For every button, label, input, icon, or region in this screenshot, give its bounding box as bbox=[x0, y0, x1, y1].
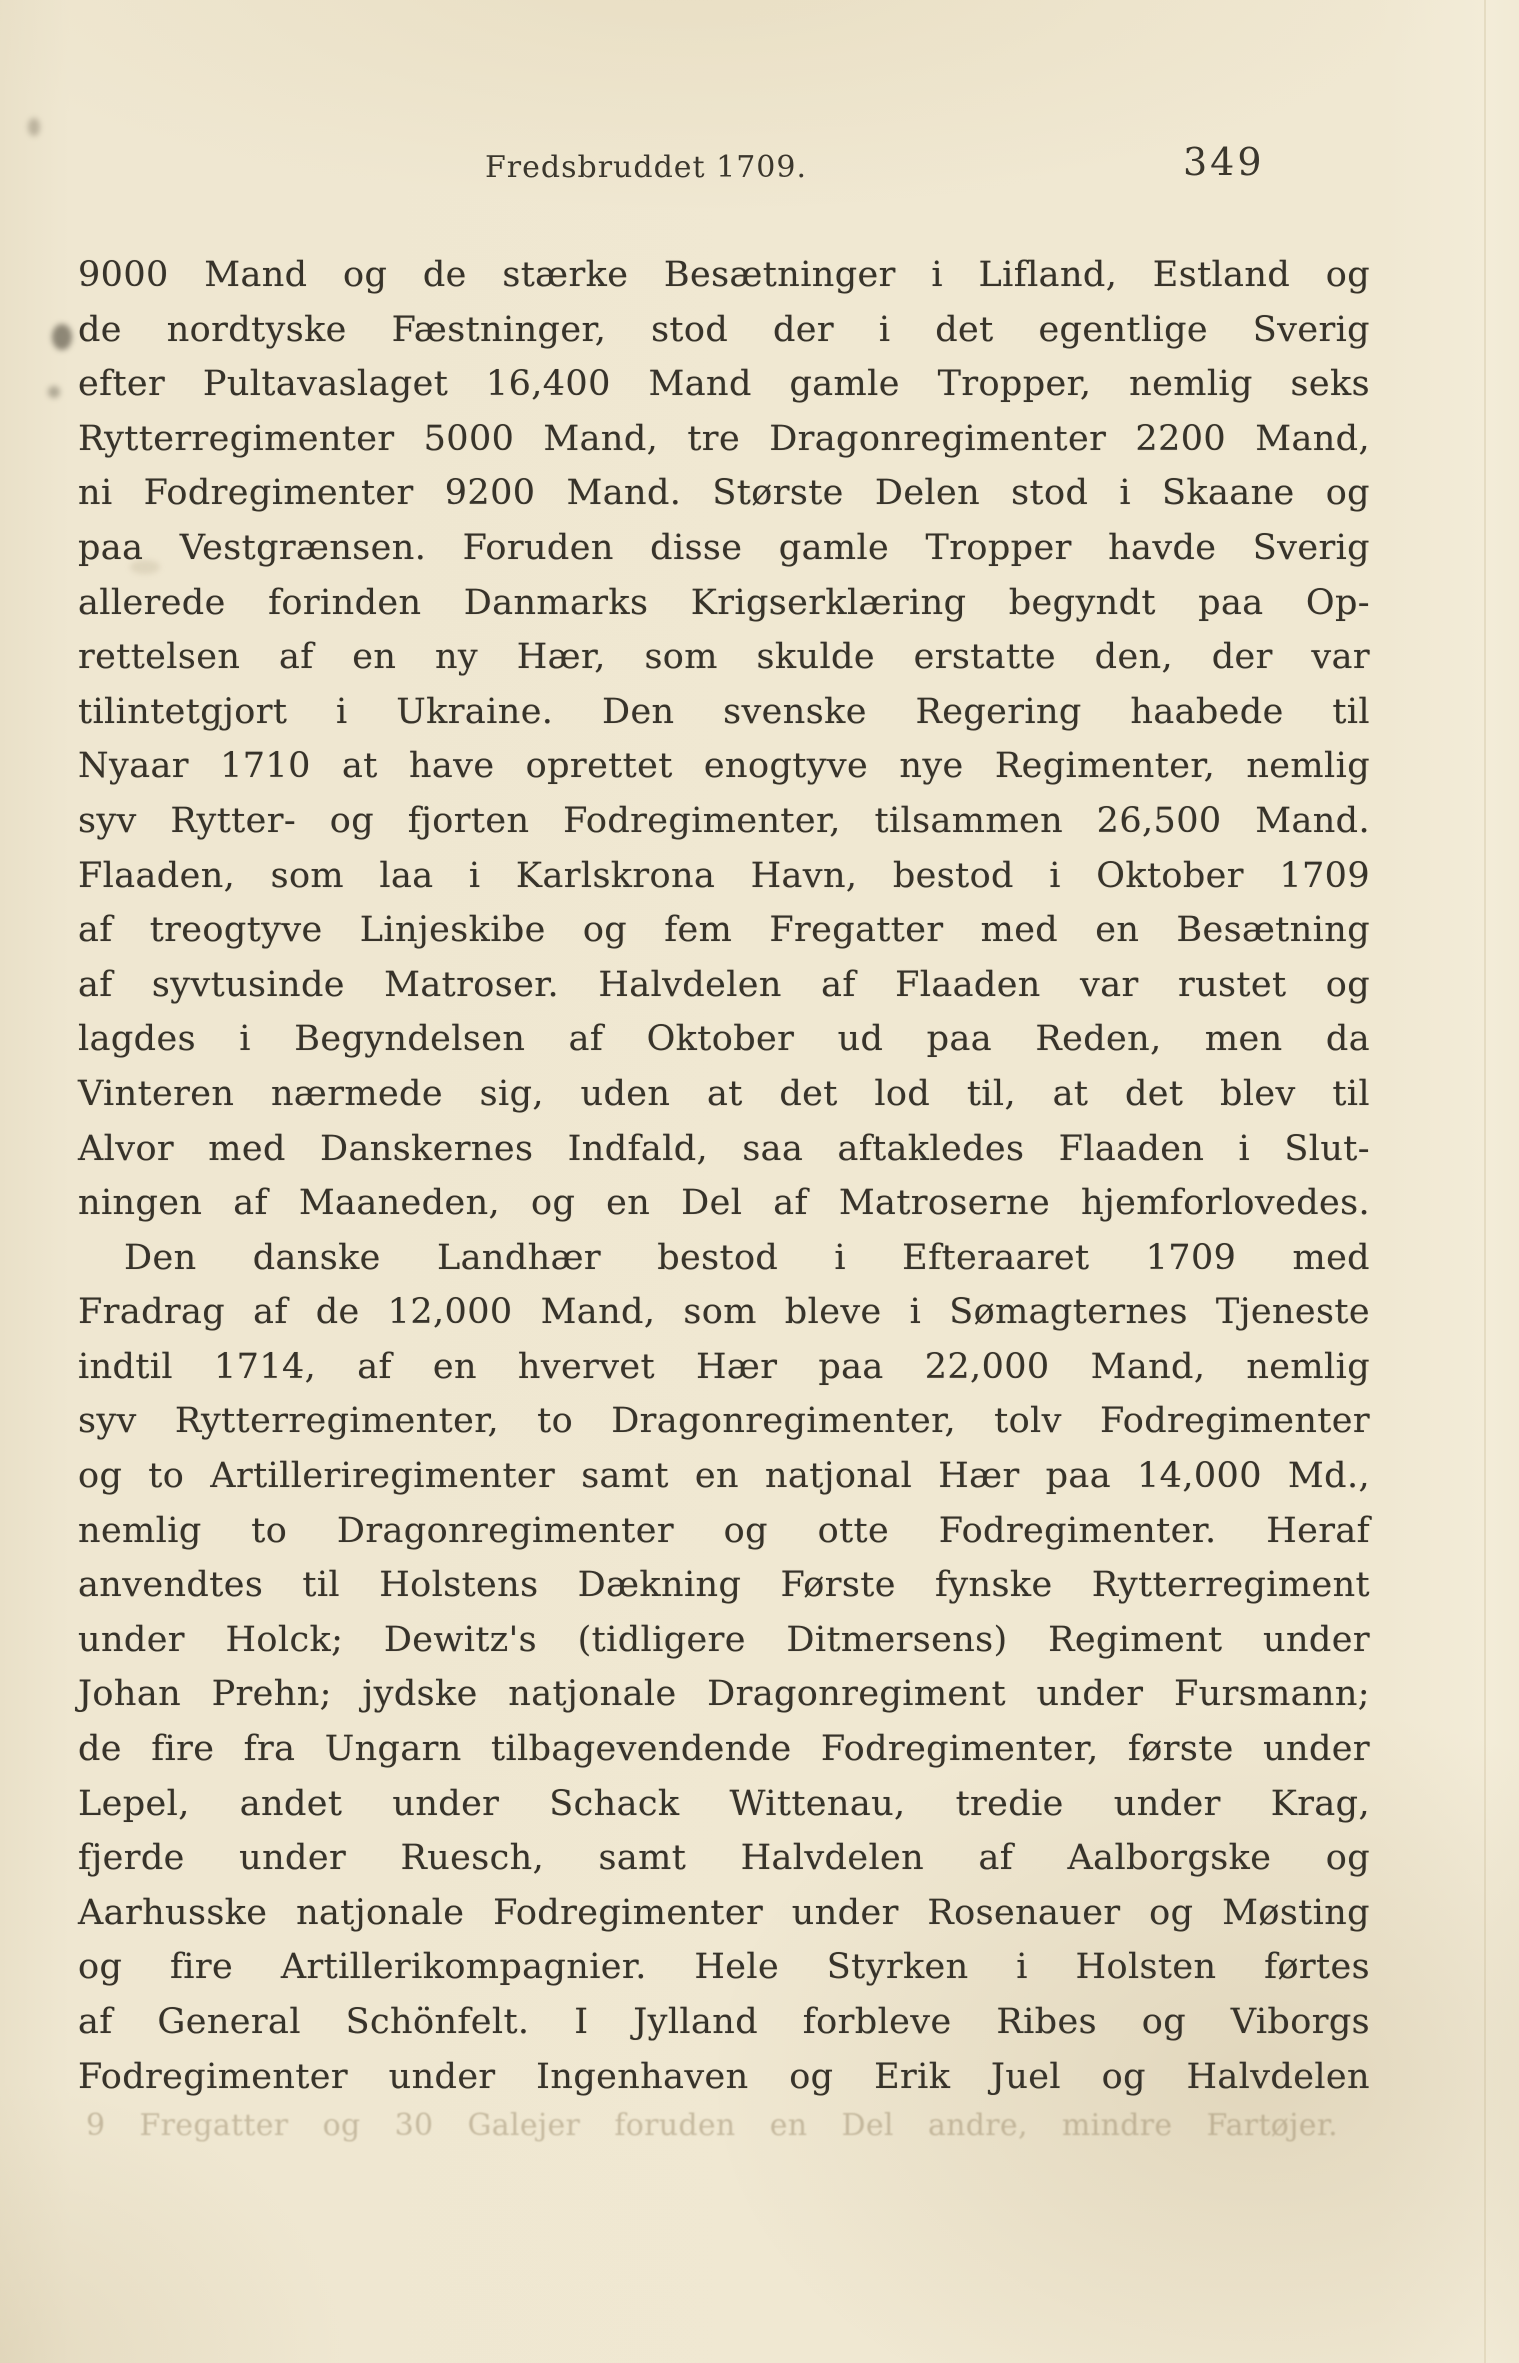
text-line: indtil 1714, af en hvervet Hær paa 22,000 Mand, nemlig bbox=[78, 1346, 1370, 1387]
text-line: af syvtusinde Matroser. Halvdelen af Flaaden var rustet og bbox=[78, 964, 1370, 1005]
text-line: syv Rytter- og fjorten Fodregimenter, tilsammen 26,500 Mand. bbox=[78, 800, 1370, 841]
text-line: fjerde under Ruesch, samt Halvdelen af Aalborgske og bbox=[78, 1838, 1370, 1879]
text-line: nemlig to Dragonregimenter og otte Fodregimenter. Heraf bbox=[78, 1510, 1370, 1551]
running-title: Fredsbruddet 1709. bbox=[484, 150, 808, 185]
text-line: af General Schönfelt. I Jylland forbleve Ribes og Viborgs bbox=[78, 2002, 1370, 2042]
text-line: Aarhusske natjonale Fodregimenter under Rosenauer og Møsting bbox=[78, 1892, 1370, 1933]
text-line: lagdes i Begyndelsen af Oktober ud paa Reden, men da bbox=[78, 1019, 1370, 1060]
ink-smudge bbox=[48, 386, 60, 398]
ink-smudge bbox=[52, 324, 72, 350]
page-edge bbox=[1484, 0, 1486, 2363]
text-line: anvendtes til Holstens Dækning Første fynske Rytterregiment bbox=[78, 1565, 1370, 1606]
text-line: rettelsen af en ny Hær, som skulde erstatte den, der var bbox=[78, 637, 1370, 678]
text-line: Vinteren nærmede sig, uden at det lod til, at det blev til bbox=[78, 1073, 1370, 1114]
text-line: de fire fra Ungarn tilbagevendende Fodregimenter, første under bbox=[78, 1729, 1370, 1770]
ink-smudge bbox=[28, 118, 40, 136]
text-line: Fodregimenter under Ingenhaven og Erik Juel og Halvdelen bbox=[78, 2056, 1370, 2097]
text-line: og to Artilleriregimenter samt en natjonal Hær paa 14,000 Md., bbox=[78, 1456, 1370, 1497]
text-line: ningen af Maaneden, og en Del af Matroserne hjemforlovedes. bbox=[78, 1183, 1370, 1224]
text-line: af treogtyve Linjeskibe og fem Fregatter med en Besætning bbox=[78, 910, 1370, 951]
text-line: paa Vestgrænsen. Foruden disse gamle Tropper havde Sverig bbox=[78, 527, 1370, 568]
text-line: de nordtyske Fæstninger, stod der i det egentlige Sverig bbox=[78, 309, 1370, 350]
text-line: Den danske Landhær bestod i Efteraaret 1709 med bbox=[124, 1237, 1370, 1278]
text-line: Nyaar 1710 at have oprettet enogtyve nye Regimenter, nemlig bbox=[78, 746, 1370, 787]
text-line: ni Fodregimenter 9200 Mand. Største Delen stod i Skaane og bbox=[78, 473, 1370, 514]
text-line: Rytterregimenter 5000 Mand, tre Dragonregimenter 2200 Mand, bbox=[78, 418, 1370, 459]
paper-stain bbox=[130, 560, 160, 574]
text-line: Fradrag af de 12,000 Mand, som bleve i Sømagternes Tjeneste bbox=[78, 1292, 1370, 1333]
text-line: Alvor med Danskernes Indfald, saa aftakledes Flaaden i Slut- bbox=[78, 1128, 1370, 1169]
text-line: 9000 Mand og de stærke Besætninger i Lifland, Estland og bbox=[78, 255, 1370, 295]
text-line: og fire Artillerikompagnier. Hele Styrken i Holsten førtes bbox=[78, 1947, 1370, 1988]
text-line: allerede forinden Danmarks Krigserklæring begyndt paa Op- bbox=[78, 582, 1370, 623]
page-number: 349 bbox=[1183, 140, 1265, 184]
text-line: Lepel, andet under Schack Wittenau, tredie under Krag, bbox=[78, 1783, 1370, 1824]
text-line: tilintetgjort i Ukraine. Den svenske Regering haabede til bbox=[78, 691, 1370, 732]
text-line: under Holck; Dewitz's (tidligere Ditmersens) Regiment under bbox=[78, 1619, 1370, 1660]
text-line: efter Pultavaslaget 16,400 Mand gamle Tropper, nemlig seks bbox=[78, 364, 1370, 405]
text-line: Flaaden, som laa i Karlskrona Havn, bestod i Oktober 1709 bbox=[78, 855, 1370, 896]
text-line: syv Rytterregimenter, to Dragonregimenter, tolv Fodregimenter bbox=[78, 1401, 1370, 1442]
bleed-through-text: 9 Fregatter og 30 Galejer foruden en Del andre, mindre Fartøjer. bbox=[86, 2108, 1338, 2143]
body-text bbox=[78, 248, 1370, 2104]
text-line: Johan Prehn; jydske natjonale Dragonregiment under Fursmann; bbox=[78, 1674, 1370, 1715]
